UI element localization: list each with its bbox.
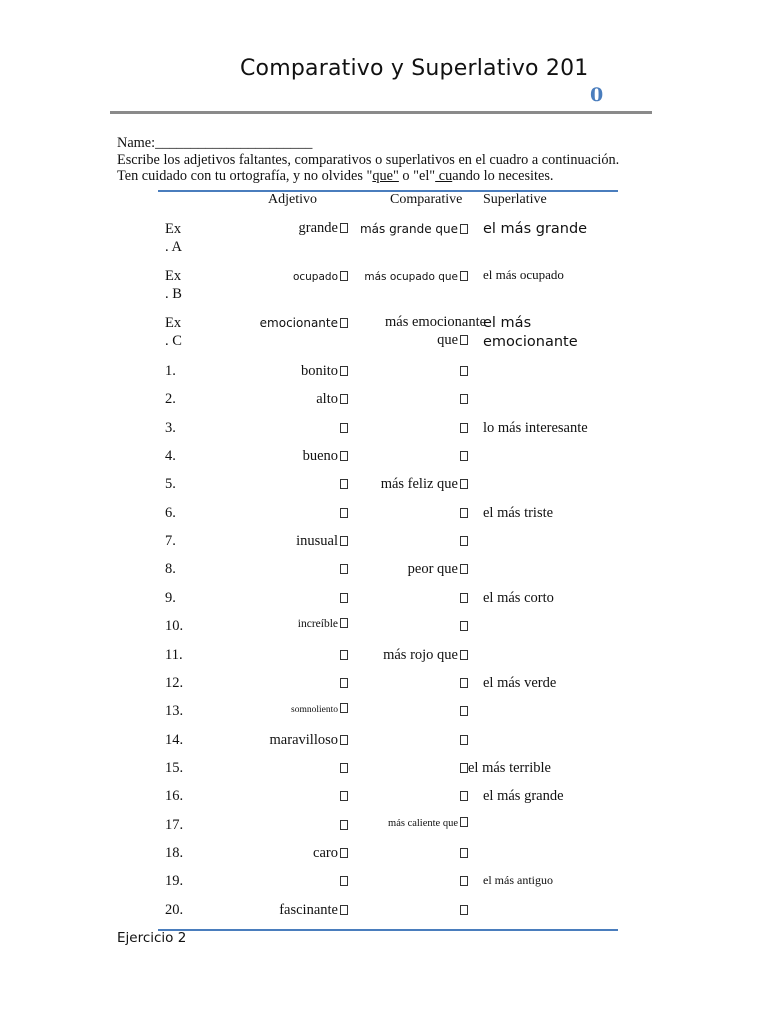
example-c-comparative-line1: más emocionante xyxy=(385,314,487,330)
row-number: 3. xyxy=(165,419,176,436)
checkbox-icon xyxy=(340,820,348,830)
checkbox-icon xyxy=(340,650,348,660)
example-a-superlative: el más grande xyxy=(483,221,588,237)
comparative-cell[interactable] xyxy=(458,420,468,437)
adjective-cell[interactable] xyxy=(338,476,348,493)
row-number: 19. xyxy=(165,873,184,890)
example-b-comparative xyxy=(364,271,468,283)
checkbox-icon xyxy=(340,848,348,858)
adjective-text: alto xyxy=(316,391,338,408)
header-adjective: Adjetivo xyxy=(268,192,317,207)
superlative-cell[interactable]: el más grande xyxy=(483,788,564,805)
checkbox-icon xyxy=(460,508,468,518)
adjective-cell[interactable] xyxy=(303,448,348,465)
exercise-row xyxy=(0,533,768,561)
exercise-row xyxy=(0,505,768,533)
superlative-cell[interactable]: el más triste xyxy=(483,504,554,521)
superlative-cell[interactable]: el más antiguo xyxy=(483,873,553,888)
example-a-label-line1: Ex xyxy=(165,221,182,237)
name-line: Name:______________________ xyxy=(117,135,313,151)
comparative-cell[interactable] xyxy=(383,647,468,664)
example-c-label xyxy=(165,314,182,350)
comparative-cell[interactable] xyxy=(458,675,468,692)
comparative-cell[interactable] xyxy=(458,873,468,890)
adjective-cell[interactable] xyxy=(338,788,348,805)
row-number: 7. xyxy=(165,533,176,550)
adjective-cell[interactable] xyxy=(338,420,348,437)
checkbox-icon xyxy=(340,366,348,376)
comparative-cell[interactable] xyxy=(458,732,468,749)
checkbox-icon xyxy=(460,763,468,773)
example-c-label-line1: Ex xyxy=(165,315,182,331)
exercise-row xyxy=(0,845,768,873)
example-b-label xyxy=(165,267,182,303)
checkbox-icon xyxy=(460,621,468,631)
row-number: 8. xyxy=(165,561,176,578)
header-comparative: Comparative xyxy=(390,192,463,207)
adjective-text: bonito xyxy=(300,363,338,379)
checkbox-icon xyxy=(340,394,348,404)
example-b-adjective xyxy=(293,271,348,283)
example-c-superlative-line2: emocionante xyxy=(483,334,578,350)
table-top-rule xyxy=(158,190,618,192)
example-a-comparative-text: más grande que xyxy=(359,222,458,236)
comparative-cell[interactable] xyxy=(458,448,468,465)
footer-label: Ejercicio 2 xyxy=(117,930,187,946)
row-number: 17. xyxy=(165,816,184,833)
row-number: 11. xyxy=(165,646,183,663)
exercise-row xyxy=(0,476,768,504)
checkbox-icon xyxy=(460,706,468,716)
instructions-line-2-que: que" xyxy=(372,168,399,184)
exercise-row xyxy=(0,732,768,760)
checkbox-icon xyxy=(340,271,348,281)
adjective-text: maravilloso xyxy=(269,731,338,748)
comparative-cell[interactable] xyxy=(458,902,468,919)
instructions-line-2-part-c: ando lo necesites. xyxy=(452,168,554,184)
instructions-line-2-part-a: Ten cuidado con tu ortografía, y no olvides " xyxy=(117,168,373,184)
checkbox-icon xyxy=(460,366,468,376)
page-title-digit: 0 xyxy=(590,84,604,106)
example-b-label-line1: Ex xyxy=(165,268,182,284)
instructions-line-1: Escribe los adjetivos faltantes, comparativos o superlativos en el cuadro a continuación. xyxy=(117,151,620,168)
exercise-row xyxy=(0,873,768,901)
adjective-cell[interactable] xyxy=(338,647,348,664)
row-number: 13. xyxy=(165,703,184,720)
row-number: 10. xyxy=(165,618,184,635)
checkbox-icon xyxy=(460,451,468,461)
checkbox-icon xyxy=(460,876,468,886)
row-number: 16. xyxy=(165,788,184,805)
checkbox-icon xyxy=(460,479,468,489)
checkbox-icon xyxy=(340,678,348,688)
example-c-label-line2: . C xyxy=(165,333,182,349)
checkbox-icon xyxy=(460,564,468,574)
checkbox-icon xyxy=(340,618,348,628)
checkbox-icon xyxy=(340,905,348,915)
exercise-row xyxy=(0,817,768,845)
example-c-adjective-text: emocionante xyxy=(259,316,338,330)
adjective-text: somnoliento xyxy=(291,705,338,716)
comparative-cell[interactable] xyxy=(458,363,468,380)
example-b-comparative-text: más ocupado que xyxy=(364,271,458,283)
example-a-comparative xyxy=(360,222,468,236)
checkbox-icon xyxy=(460,650,468,660)
row-number: 2. xyxy=(165,391,176,408)
example-c-adjective xyxy=(260,316,348,330)
checkbox-icon xyxy=(340,451,348,461)
checkbox-icon xyxy=(340,876,348,886)
adjective-cell[interactable] xyxy=(338,873,348,890)
comparative-cell[interactable] xyxy=(458,391,468,408)
checkbox-icon xyxy=(460,593,468,603)
adjective-cell[interactable] xyxy=(296,533,348,550)
adjective-text: inusual xyxy=(296,533,338,550)
adjective-cell[interactable] xyxy=(270,732,348,749)
instructions-line-2-cu: cu xyxy=(435,168,453,184)
checkbox-icon xyxy=(460,848,468,858)
row-number: 4. xyxy=(165,448,176,465)
comparative-cell[interactable] xyxy=(458,618,468,635)
exercise-row xyxy=(0,760,768,788)
checkbox-icon xyxy=(340,423,348,433)
example-c-comparative-line2-text: que xyxy=(437,332,458,348)
comparative-text: peor que xyxy=(407,561,458,578)
checkbox-icon xyxy=(460,335,468,345)
checkbox-icon xyxy=(460,224,468,234)
row-number: 5. xyxy=(165,476,176,493)
checkbox-icon xyxy=(460,536,468,546)
exercise-row xyxy=(0,420,768,448)
row-number: 6. xyxy=(165,504,176,521)
checkbox-icon xyxy=(460,394,468,404)
adjective-text: fascinante xyxy=(279,901,338,918)
row-number: 20. xyxy=(165,901,184,918)
adjective-cell[interactable] xyxy=(279,902,348,919)
exercise-row xyxy=(0,590,768,618)
superlative-cell[interactable]: lo más interesante xyxy=(483,419,588,436)
checkbox-icon xyxy=(340,791,348,801)
checkbox-icon xyxy=(340,593,348,603)
exercise-row xyxy=(0,647,768,675)
checkbox-icon xyxy=(340,703,348,713)
adjective-text: bueno xyxy=(302,448,338,465)
checkbox-icon xyxy=(340,763,348,773)
example-b-adjective-text: ocupado xyxy=(292,271,338,283)
adjective-text: caro xyxy=(313,844,338,861)
example-c-superlative-line1: el más xyxy=(483,315,532,331)
example-c-comparative-line2 xyxy=(437,332,468,349)
checkbox-icon xyxy=(460,817,468,827)
checkbox-icon xyxy=(460,271,468,281)
example-b-superlative: el más ocupado xyxy=(483,267,564,282)
row-number: 14. xyxy=(165,731,184,748)
exercise-row xyxy=(0,561,768,589)
comparative-cell[interactable] xyxy=(388,817,468,829)
superlative-cell[interactable]: el más corto xyxy=(483,589,554,606)
comparative-cell[interactable] xyxy=(408,561,468,578)
checkbox-icon xyxy=(340,223,348,233)
checkbox-icon xyxy=(460,735,468,745)
comparative-text: más caliente que xyxy=(388,817,458,829)
comparative-cell[interactable] xyxy=(458,788,468,805)
example-c-superlative xyxy=(483,314,578,352)
comparative-cell[interactable] xyxy=(458,533,468,550)
superlative-cell[interactable]: el más terrible xyxy=(468,759,551,776)
instructions-line-2 xyxy=(117,168,619,185)
row-number: 9. xyxy=(165,589,176,606)
row-number: 12. xyxy=(165,674,184,691)
exercise-row xyxy=(0,703,768,731)
adjective-cell[interactable] xyxy=(338,590,348,607)
instructions-line-2-part-b: o "el" xyxy=(398,168,436,184)
comparative-text: más rojo que xyxy=(383,646,458,663)
row-number: 15. xyxy=(165,759,184,776)
adjective-cell[interactable] xyxy=(291,703,348,715)
exercise-row xyxy=(0,675,768,703)
adjective-cell[interactable] xyxy=(338,561,348,578)
example-a-adjective-text: grande xyxy=(298,220,338,236)
checkbox-icon xyxy=(460,678,468,688)
checkbox-icon xyxy=(340,508,348,518)
checkbox-icon xyxy=(340,536,348,546)
instructions xyxy=(117,135,619,185)
exercise-row xyxy=(0,448,768,476)
comparative-cell[interactable] xyxy=(458,590,468,607)
comparative-cell[interactable] xyxy=(458,505,468,522)
comparative-cell[interactable] xyxy=(381,476,468,493)
adjective-cell[interactable] xyxy=(301,363,348,380)
example-a-label-line2: . A xyxy=(165,239,182,255)
example-b-label-line2: . B xyxy=(165,286,182,302)
table-bottom-rule xyxy=(158,929,618,931)
checkbox-icon xyxy=(460,423,468,433)
adjective-text: increíble xyxy=(297,618,338,631)
adjective-cell[interactable] xyxy=(338,505,348,522)
title-divider xyxy=(110,111,652,114)
superlative-cell[interactable]: el más verde xyxy=(483,674,557,691)
checkbox-icon xyxy=(340,318,348,328)
adjective-cell[interactable] xyxy=(338,760,348,777)
exercise-row xyxy=(0,618,768,646)
checkbox-icon xyxy=(340,479,348,489)
comparative-cell[interactable] xyxy=(458,760,468,777)
checkbox-icon xyxy=(340,564,348,574)
exercise-row xyxy=(0,902,768,930)
adjective-cell[interactable] xyxy=(316,391,348,408)
header-superlative: Superlative xyxy=(483,192,547,207)
row-number: 1. xyxy=(165,363,176,379)
example-a-adjective xyxy=(299,220,348,237)
exercise-row xyxy=(0,788,768,816)
checkbox-icon xyxy=(460,905,468,915)
adjective-cell[interactable] xyxy=(338,817,348,834)
adjective-cell[interactable] xyxy=(298,618,348,630)
comparative-cell[interactable] xyxy=(458,845,468,862)
example-a-label xyxy=(165,220,182,256)
comparative-cell[interactable] xyxy=(458,703,468,720)
adjective-cell[interactable] xyxy=(313,845,348,862)
checkbox-icon xyxy=(460,791,468,801)
checkbox-icon xyxy=(340,735,348,745)
page-title: Comparativo y Superlativo 201 xyxy=(240,56,589,81)
exercise-row xyxy=(0,363,768,391)
comparative-text: más feliz que xyxy=(380,476,458,493)
row-number: 18. xyxy=(165,844,184,861)
exercise-row xyxy=(0,391,768,419)
adjective-cell[interactable] xyxy=(338,675,348,692)
